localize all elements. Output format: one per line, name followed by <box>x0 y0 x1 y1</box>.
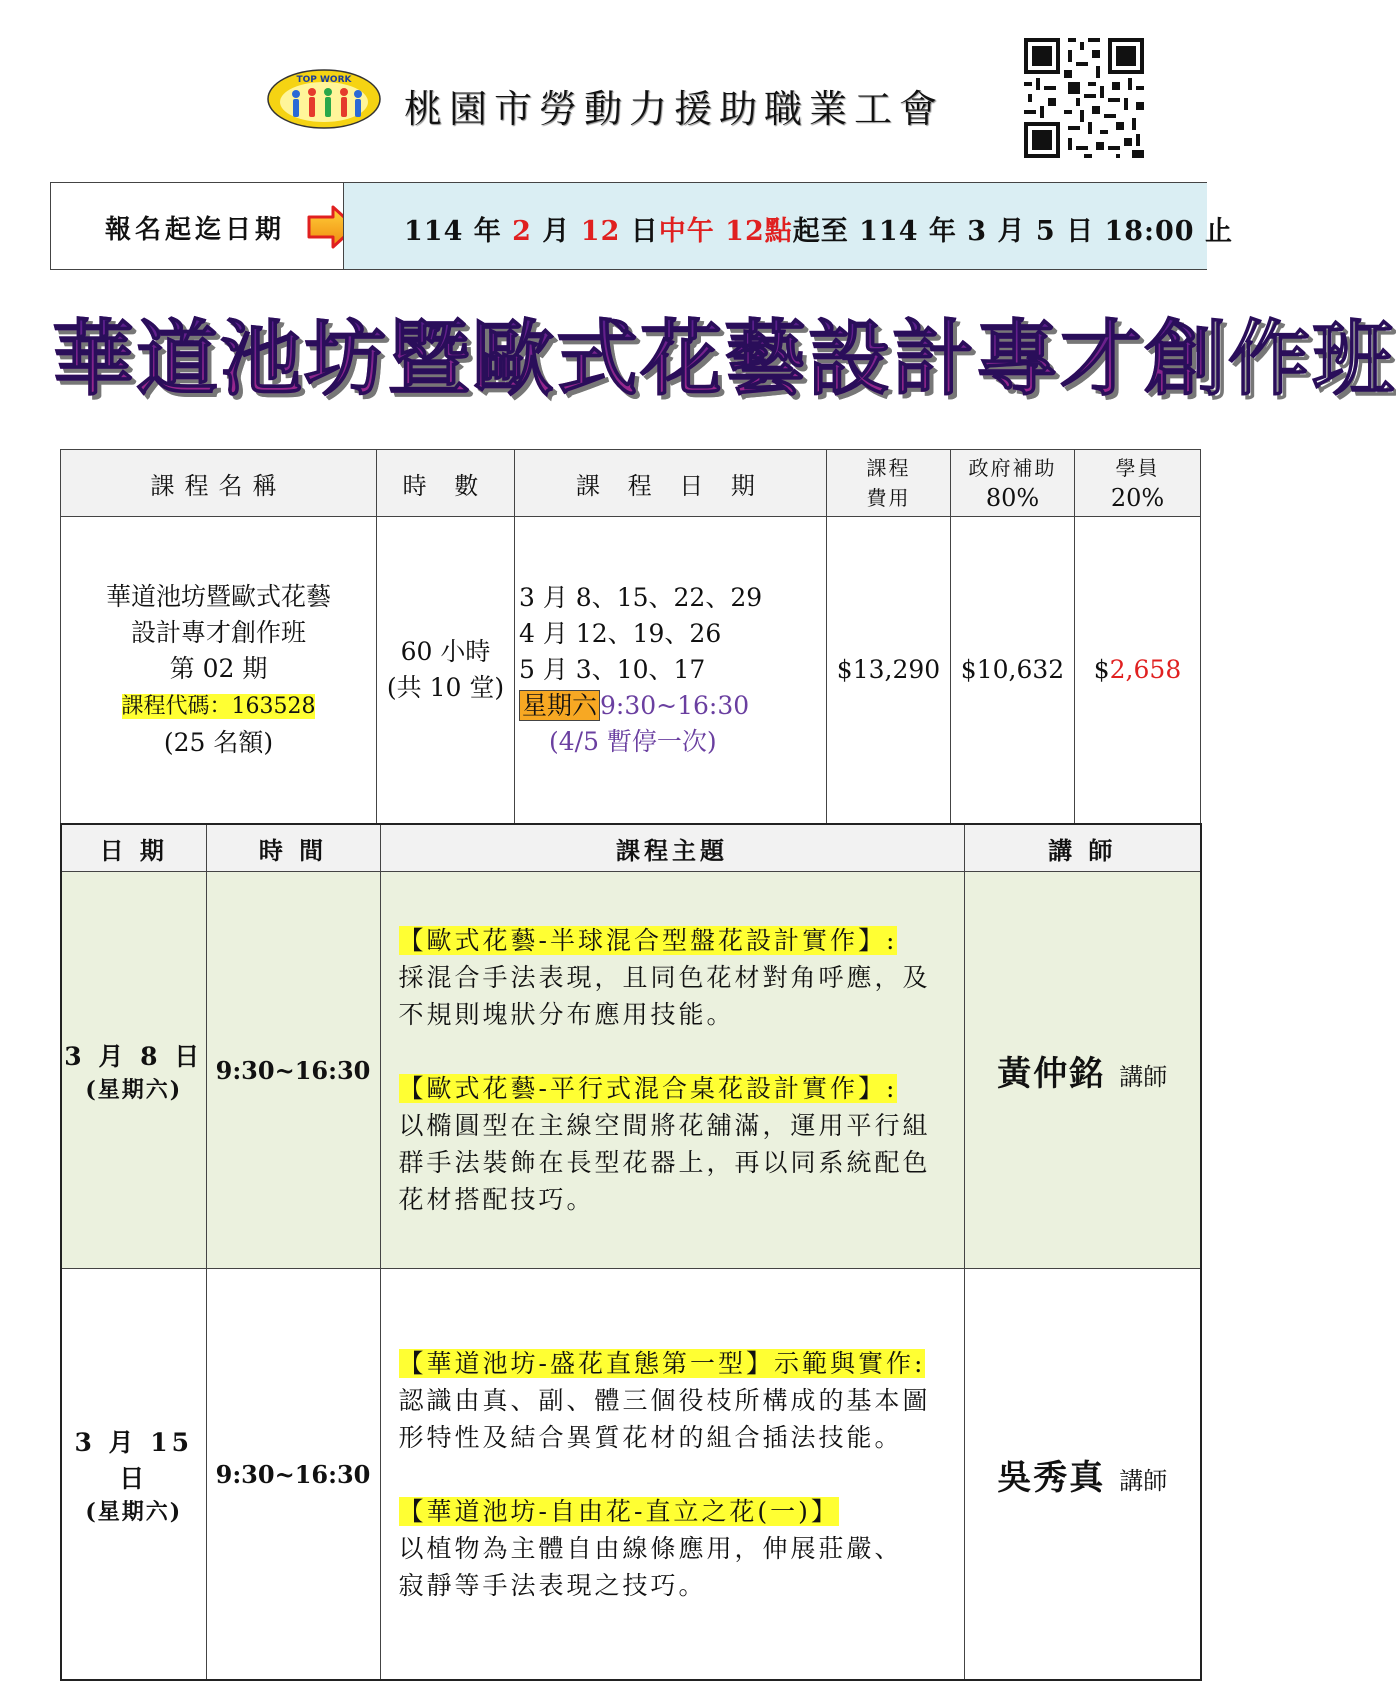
fee-cell: $13,290 <box>827 517 951 824</box>
header-stu-pct: 20% <box>1110 483 1165 512</box>
topic-text: 以植物為主體自由線條應用，伸展莊嚴、 <box>398 1533 903 1563</box>
teacher-name: 黃仲銘 <box>997 1053 1106 1094</box>
teacher-role: 講師 <box>1119 1062 1168 1091</box>
topic-text: 採混合手法表現，且同色花材對角呼應，及 <box>398 963 931 992</box>
header-fee <box>827 450 951 517</box>
weekday-badge: 星期六 <box>519 690 600 721</box>
topic-text: 花材搭配技巧。 <box>398 1185 595 1214</box>
dates-march: 3 月 8、15、22、29 <box>519 583 763 612</box>
union-logo <box>266 68 382 130</box>
registration-period-bar <box>50 182 1233 270</box>
class-schedule-table <box>60 823 1202 1681</box>
header-course-dates: 課 程 日 期 <box>515 450 827 517</box>
gov-subsidy-cell: $10,632 <box>951 517 1075 824</box>
teacher-role: 講師 <box>1119 1466 1168 1495</box>
reg-date-part: 日 <box>620 216 659 247</box>
course-name-line1: 華道池坊暨歐式花藝 <box>105 582 331 611</box>
class-time: 9:30~16:30 <box>600 691 750 720</box>
hours-cell <box>377 517 515 824</box>
topic-heading: 【華道池坊-盛花直態第一型】示範與實作: <box>398 1348 926 1378</box>
topic-heading: 【歐式花藝-半球混合型盤花設計實作】: <box>398 926 898 955</box>
organization-name: 桃園市勞動力援助職業工會 <box>404 87 945 131</box>
reg-date-end: 起至 114 年 3 月 5 日 18:00 止 <box>792 216 1233 247</box>
reg-month-start: 2 <box>512 216 532 247</box>
dates-april: 4 月 12、19、26 <box>519 619 722 648</box>
header-hours: 時 數 <box>377 450 515 517</box>
session-time: 9:30~16:30 <box>206 872 380 1269</box>
reg-noon: 中午 12 <box>658 216 765 247</box>
header-fee-line2: 費用 <box>866 486 911 510</box>
topic-text: 認識由真、副、體三個役枝所構成的基本圖 <box>398 1385 931 1415</box>
topic-text: 以橢圓型在主線空間將花舖滿，運用平行組 <box>398 1111 931 1140</box>
header-fee-line1: 課程 <box>866 456 911 480</box>
session-date-value: 3 月 8 日 <box>64 1041 204 1071</box>
course-term: 第 02 期 <box>169 654 268 683</box>
dates-may: 5 月 3、10、17 <box>519 655 706 684</box>
teacher-name: 吳秀真 <box>997 1457 1106 1498</box>
session-time: 9:30~16:30 <box>206 1269 380 1681</box>
session-teacher <box>964 1269 1201 1681</box>
hours-total: 60 小時 <box>400 637 491 666</box>
course-dates-cell <box>515 517 827 824</box>
topic-text: 寂靜等手法表現之技巧。 <box>398 1570 707 1600</box>
qr-code-icon[interactable] <box>1020 34 1148 162</box>
reg-day-start: 12 <box>580 216 621 247</box>
session-teacher <box>964 872 1201 1269</box>
header-stu-line1: 學員 <box>1115 455 1160 480</box>
student-share-cell <box>1075 517 1201 824</box>
session-date <box>61 1269 206 1681</box>
session-date <box>61 872 206 1269</box>
logo-text: TOP WORK <box>296 75 352 85</box>
student-currency: $ <box>1093 655 1110 684</box>
student-amount: 2,658 <box>1109 655 1182 684</box>
page-title: 華道池坊暨歐式花藝設計專才創作班 <box>52 294 1202 411</box>
header-gov-line1: 政府補助 <box>968 455 1057 480</box>
session-weekday: (星期六) <box>85 1076 183 1103</box>
header-teacher: 講 師 <box>964 824 1201 872</box>
hours-sessions: (共 10 堂) <box>386 673 505 702</box>
session-topic <box>380 1269 964 1681</box>
registration-date-range <box>404 209 1233 248</box>
header-gov-subsidy <box>951 450 1075 517</box>
topic-heading: 【華道池坊-自由花-直立之花(一)】 <box>398 1496 839 1526</box>
pause-note: (4/5 暫停一次) <box>549 727 717 756</box>
reg-hour-unit: 點 <box>764 216 793 247</box>
topic-heading: 【歐式花藝-平行式混合桌花設計實作】: <box>398 1074 898 1103</box>
topic-text: 群手法裝飾在長型花器上，再以同系統配色 <box>398 1148 931 1177</box>
course-code: 課程代碼：163528 <box>121 694 316 719</box>
header-date: 日 期 <box>61 824 206 872</box>
course-name-cell <box>61 517 377 824</box>
session-date-value: 3 月 15 日 <box>74 1427 194 1493</box>
header-gov-pct: 80% <box>985 483 1040 512</box>
header-topic: 課程主題 <box>380 824 964 872</box>
header-course-name: 課程名稱 <box>61 450 377 517</box>
registration-label: 報名起迄日期 <box>105 215 286 245</box>
topic-text: 不規則塊狀分布應用技能。 <box>398 1000 735 1029</box>
table-row <box>61 1269 1201 1681</box>
reg-date-part: 月 <box>531 216 581 247</box>
course-quota: (25 名額) <box>163 728 274 757</box>
table-row <box>61 872 1201 1269</box>
topic-text: 形特性及結合異質花材的組合插法技能。 <box>398 1422 903 1452</box>
header-time: 時 間 <box>206 824 380 872</box>
header-student-share <box>1075 450 1201 517</box>
session-weekday: (星期六) <box>85 1498 183 1525</box>
reg-date-part: 114 年 <box>404 216 513 247</box>
session-topic <box>380 872 964 1269</box>
course-summary-table <box>60 449 1201 824</box>
course-name-line2: 設計專才創作班 <box>130 618 306 647</box>
